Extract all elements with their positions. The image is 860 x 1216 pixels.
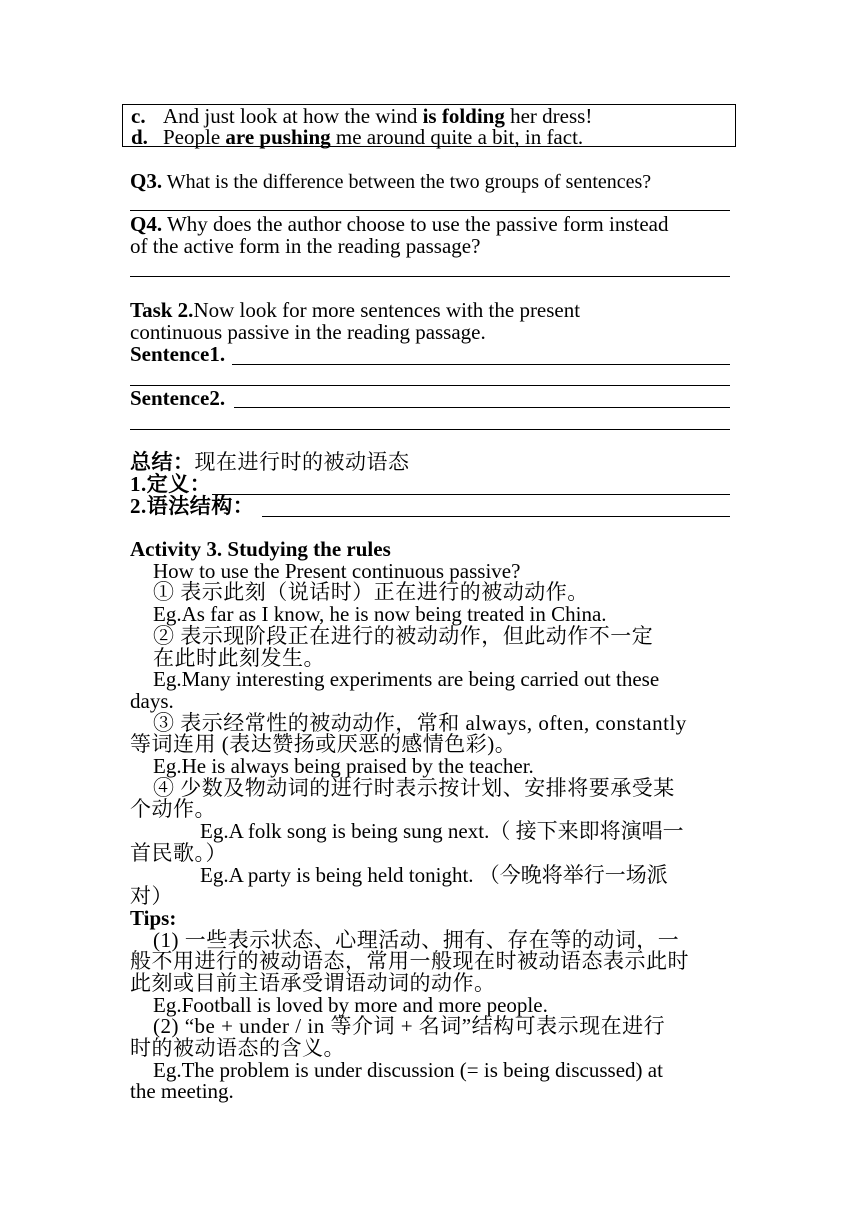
rule-4-example-2: Eg.A party is being held tonight. （今晚将举行一场派 [200, 863, 668, 887]
question-q4-line2: of the active form in the reading passage? [130, 234, 481, 258]
rule-2-cont: 在此时此刻发生。 [153, 646, 325, 670]
rule-1-example: Eg.As far as I know, he is now being treated in China. [153, 602, 607, 626]
example-sentence-d: d. People are pushing me around quite a bit, in fact. [131, 125, 584, 149]
structure-answer-line[interactable] [262, 516, 730, 517]
rule-2: ② 表示现阶段正在进行的被动动作，但此动作不一定 [153, 624, 654, 648]
sentence2-label: Sentence2. [130, 386, 226, 410]
definition-answer-line[interactable] [212, 494, 730, 495]
rule-4-example-1-cont: 首民歌。） [130, 841, 227, 865]
tip-2: (2) “be + under / in 等介词 + 名词”结构可表示现在进行 [153, 1014, 666, 1038]
tip-1-example: Eg.Football is loved by more and more people. [153, 993, 548, 1017]
tip-1: (1) 一些表示状态、心理活动、拥有、存在等的动词，一 [153, 928, 680, 952]
sentence2-answer-line[interactable] [234, 407, 730, 408]
rule-4-cont: 个动作。 [130, 797, 216, 821]
question-q3: Q3. What is the difference between the two groups of sentences? [130, 169, 652, 193]
tip-1-cont-2: 此刻或目前主语承受谓语动词的动作。 [130, 971, 496, 995]
sentence1-answer-line[interactable] [232, 364, 730, 365]
summary-heading: 总结：现在进行时的被动语态 [130, 450, 410, 474]
activity3-question: How to use the Present continuous passive? [153, 559, 521, 583]
rule-3-example: Eg.He is always being praised by the teacher. [153, 754, 534, 778]
rule-2-example-cont: days. [130, 689, 174, 713]
rule-4-example-2-cont: 对） [130, 884, 173, 908]
activity3-heading: Activity 3. Studying the rules [130, 537, 391, 561]
summary-structure-label: 2.语法结构： [130, 494, 255, 518]
sentence2-answer-line-2[interactable] [130, 429, 730, 430]
sentence1-label: Sentence1. [130, 342, 226, 366]
rule-3: ③ 表示经常性的被动动作，常和 always, often, constantly [153, 711, 687, 735]
tip-2-example-cont: the meeting. [130, 1079, 234, 1103]
answer-line-q3[interactable] [130, 210, 730, 211]
rule-4-example-1: Eg.A folk song is being sung next.（ 接下来即将演唱一 [200, 819, 684, 843]
task2-line2: continuous passive in the reading passage. [130, 320, 486, 344]
tips-label: Tips: [130, 906, 177, 930]
rule-1: ① 表示此刻（说话时）正在进行的被动动作。 [153, 580, 589, 604]
tip-2-example: Eg.The problem is under discussion (= is being discussed) at [153, 1058, 663, 1082]
rule-4: ④ 少数及物动词的进行时表示按计划、安排将要承受某 [153, 776, 675, 800]
example-sentence-c: c. And just look at how the wind is folding her dress! [131, 104, 593, 128]
question-q4: Q4. Why does the author choose to use the passive form instead [130, 212, 669, 236]
tip-2-cont: 时的被动语态的含义。 [130, 1036, 345, 1060]
answer-line-q4[interactable] [130, 276, 730, 277]
example-sentences-box [122, 104, 736, 147]
rule-3-cont: 等词连用 (表达赞扬或厌恶的感情色彩)。 [130, 732, 517, 756]
rule-2-example: Eg.Many interesting experiments are being carried out these [153, 667, 660, 691]
summary-definition-label: 1.定义： [130, 472, 212, 496]
tip-1-cont: 般不用进行的被动语态，常用一般现在时被动语态表示此时 [130, 949, 689, 973]
task2-line1: Task 2.Now look for more sentences with the present [130, 298, 581, 322]
